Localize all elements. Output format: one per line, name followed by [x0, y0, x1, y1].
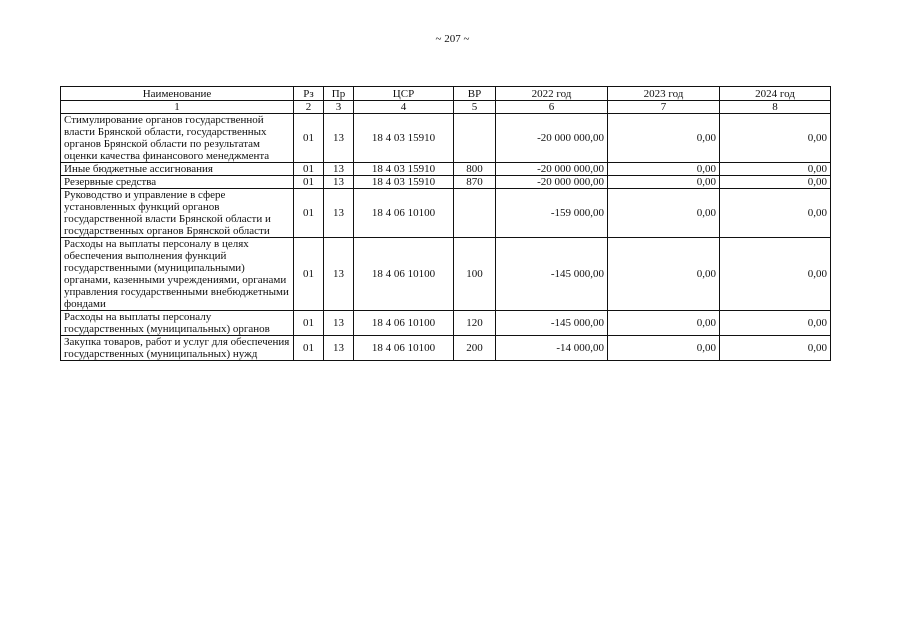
- header-name: Наименование: [61, 87, 294, 101]
- row-vr: 120: [454, 311, 496, 336]
- row-2022: -145 000,00: [496, 238, 608, 311]
- row-2024: 0,00: [720, 163, 831, 176]
- row-csr: 18 4 06 10100: [354, 311, 454, 336]
- row-vr: 870: [454, 176, 496, 189]
- row-csr: 18 4 06 10100: [354, 189, 454, 238]
- row-rz: 01: [294, 238, 324, 311]
- header-2024: 2024 год: [720, 87, 831, 101]
- row-pr: 13: [324, 238, 354, 311]
- table-row: [61, 336, 831, 361]
- column-number: 2: [294, 101, 324, 114]
- table-row: [61, 176, 831, 189]
- column-number-row: [61, 101, 831, 114]
- row-2022: -14 000,00: [496, 336, 608, 361]
- row-vr: 200: [454, 336, 496, 361]
- row-pr: 13: [324, 176, 354, 189]
- header-csr: ЦСР: [354, 87, 454, 101]
- row-csr: 18 4 06 10100: [354, 336, 454, 361]
- row-name: Резервные средства: [61, 176, 294, 189]
- column-number: 5: [454, 101, 496, 114]
- header-vr: ВР: [454, 87, 496, 101]
- row-name: Закупка товаров, работ и услуг для обеспечения государственных (муниципальных) нужд: [61, 336, 294, 361]
- table-row: [61, 163, 831, 176]
- column-number: 1: [61, 101, 294, 114]
- row-rz: 01: [294, 114, 324, 163]
- column-number: 8: [720, 101, 831, 114]
- page-number: ~ 207 ~: [435, 33, 470, 45]
- row-csr: 18 4 03 15910: [354, 176, 454, 189]
- row-2024: 0,00: [720, 238, 831, 311]
- column-number: 6: [496, 101, 608, 114]
- row-2023: 0,00: [608, 163, 720, 176]
- row-2023: 0,00: [608, 336, 720, 361]
- column-number: 3: [324, 101, 354, 114]
- row-csr: 18 4 06 10100: [354, 238, 454, 311]
- row-rz: 01: [294, 336, 324, 361]
- row-rz: 01: [294, 176, 324, 189]
- header-pr: Пр: [324, 87, 354, 101]
- row-vr: 100: [454, 238, 496, 311]
- table-row: [61, 238, 831, 311]
- row-rz: 01: [294, 311, 324, 336]
- row-vr: [454, 189, 496, 238]
- row-vr: [454, 114, 496, 163]
- row-2023: 0,00: [608, 114, 720, 163]
- row-2024: 0,00: [720, 311, 831, 336]
- header-2023: 2023 год: [608, 87, 720, 101]
- row-vr: 800: [454, 163, 496, 176]
- table-row: [61, 311, 831, 336]
- row-2023: 0,00: [608, 238, 720, 311]
- row-name: Стимулирование органов государственной власти Брянской области, государственных органов Брянской области по результатам оценки качества финансового менеджмента: [61, 114, 294, 163]
- row-2022: -20 000 000,00: [496, 176, 608, 189]
- row-2022: -20 000 000,00: [496, 163, 608, 176]
- row-2022: -20 000 000,00: [496, 114, 608, 163]
- row-2022: -159 000,00: [496, 189, 608, 238]
- row-name: Руководство и управление в сфере установленных функций органов государственной власти Брянской области и государственных органов Брянской области: [61, 189, 294, 238]
- row-pr: 13: [324, 163, 354, 176]
- row-name: Расходы на выплаты персоналу государственных (муниципальных) органов: [61, 311, 294, 336]
- row-2024: 0,00: [720, 176, 831, 189]
- column-number: 7: [608, 101, 720, 114]
- row-pr: 13: [324, 189, 354, 238]
- row-2022: -145 000,00: [496, 311, 608, 336]
- row-2023: 0,00: [608, 311, 720, 336]
- table-row: [61, 189, 831, 238]
- header-row: [61, 87, 831, 101]
- row-pr: 13: [324, 114, 354, 163]
- row-2024: 0,00: [720, 114, 831, 163]
- row-2023: 0,00: [608, 189, 720, 238]
- row-csr: 18 4 03 15910: [354, 163, 454, 176]
- row-name: Иные бюджетные ассигнования: [61, 163, 294, 176]
- row-rz: 01: [294, 163, 324, 176]
- header-rz: Рз: [294, 87, 324, 101]
- budget-table: [60, 86, 831, 361]
- row-rz: 01: [294, 189, 324, 238]
- row-pr: 13: [324, 311, 354, 336]
- row-name: Расходы на выплаты персоналу в целях обеспечения выполнения функций государственными (муниципальными) органами, казенными учреждениями, органами управления государственными внебюджетными фондами: [61, 238, 294, 311]
- row-2024: 0,00: [720, 336, 831, 361]
- row-2024: 0,00: [720, 189, 831, 238]
- row-pr: 13: [324, 336, 354, 361]
- table-row: [61, 114, 831, 163]
- row-2023: 0,00: [608, 176, 720, 189]
- header-2022: 2022 год: [496, 87, 608, 101]
- row-csr: 18 4 03 15910: [354, 114, 454, 163]
- column-number: 4: [354, 101, 454, 114]
